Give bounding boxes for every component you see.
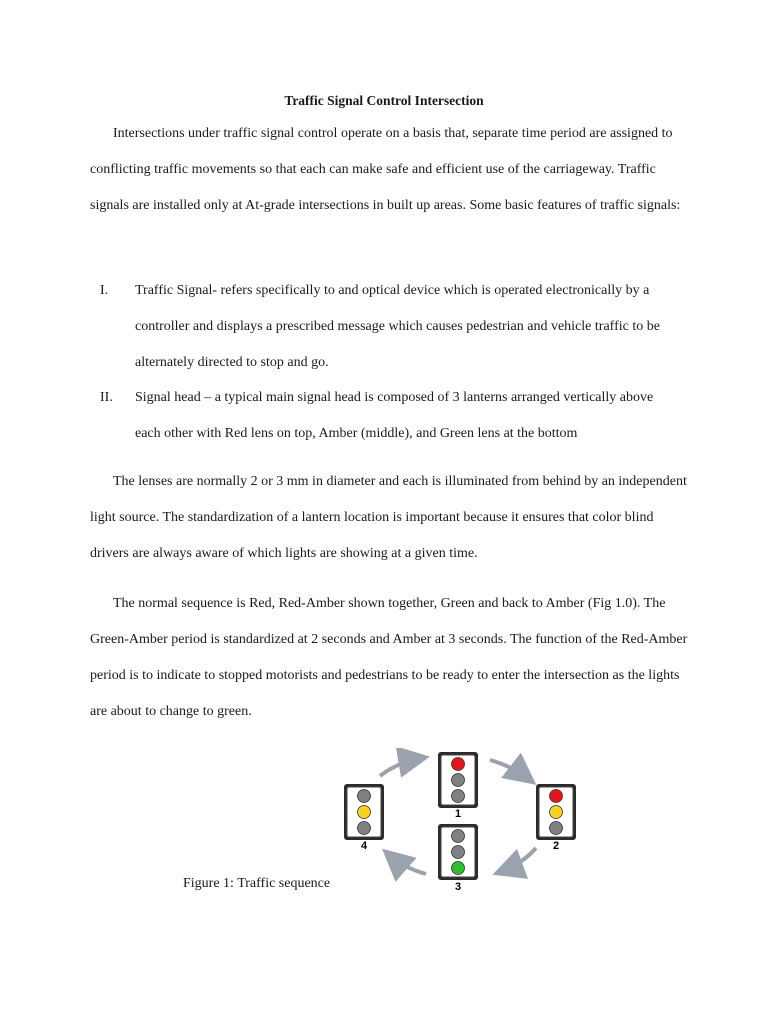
list-number-1: I.: [100, 283, 109, 298]
list-text-2: Signal head – a typical main signal head is composed of 3 lanterns arranged vertically above each other with Red lens on top, Amber (middle), and Green lens at the bottom: [135, 390, 654, 441]
signal-3-lamp-green: [452, 862, 465, 875]
list-text-1: Traffic Signal- refers specifically to and optical device which is operated electronically by a controller and displays a prescribed message which causes pedestrian and vehicle traffic to be alternately directed to stop and go.: [135, 283, 660, 370]
signal-1-lamp-off: [452, 790, 465, 803]
lenses-paragraph: [90, 464, 690, 572]
intro-text: Intersections under traffic signal control operate on a basis that, separate time period are assigned to conflicting traffic movements so that each can make safe and efficient use of the carriageway. Traffic signals are installed only at At-grade intersections in built up areas. Some basic features of traffic signals:: [90, 126, 681, 213]
signal-1-label: 1: [454, 808, 462, 820]
signal-4: [344, 784, 384, 852]
signal-2: [536, 784, 576, 852]
sequence-text: The normal sequence is Red, Red-Amber shown together, Green and back to Amber (Fig 1.0). The Green-Amber period is standardized at 2 seconds and Amber at 3 seconds. The function of the Red-Amber period is to indicate to stopped motorists and pedestrians to be ready to enter the intersection as the lights are about to change to green.: [90, 596, 688, 719]
signal-4-lamp-amber: [358, 806, 371, 819]
arrow-2-to-3: [500, 848, 536, 872]
lenses-text: The lenses are normally 2 or 3 mm in diameter and each is illuminated from behind by an independent light source. The standardization of a lantern location is important because it ensures that color blind drivers are always aware of which lights are showing at a given time.: [90, 474, 687, 561]
signal-1: [438, 752, 478, 820]
traffic-sequence-diagram: [340, 748, 590, 894]
signal-2-lamp-off: [550, 822, 563, 835]
signal-3-label: 3: [454, 881, 462, 893]
sequence-paragraph: [90, 586, 690, 730]
signal-1-lamp-red: [452, 758, 465, 771]
signal-2-lamp-red: [550, 790, 563, 803]
signal-3-lamp-off: [452, 830, 465, 843]
traffic-sequence-figure: [340, 748, 590, 894]
arrow-3-to-4: [388, 854, 426, 874]
signal-3: [438, 824, 478, 893]
signal-4-label: 4: [360, 840, 368, 852]
intro-paragraph: [90, 116, 690, 224]
list-number-2: II.: [100, 390, 113, 405]
arrow-1-to-2: [490, 760, 530, 780]
figure-caption: Figure 1: Traffic sequence: [183, 876, 331, 891]
signal-2-lamp-amber: [550, 806, 563, 819]
arrow-4-to-1: [380, 758, 422, 776]
document-title: Traffic Signal Control Intersection: [284, 93, 484, 108]
signal-2-label: 2: [552, 840, 560, 852]
signal-4-lamp-off: [358, 790, 371, 803]
signal-1-lamp-off: [452, 774, 465, 787]
signal-4-lamp-off: [358, 822, 371, 835]
signal-3-lamp-off: [452, 846, 465, 859]
